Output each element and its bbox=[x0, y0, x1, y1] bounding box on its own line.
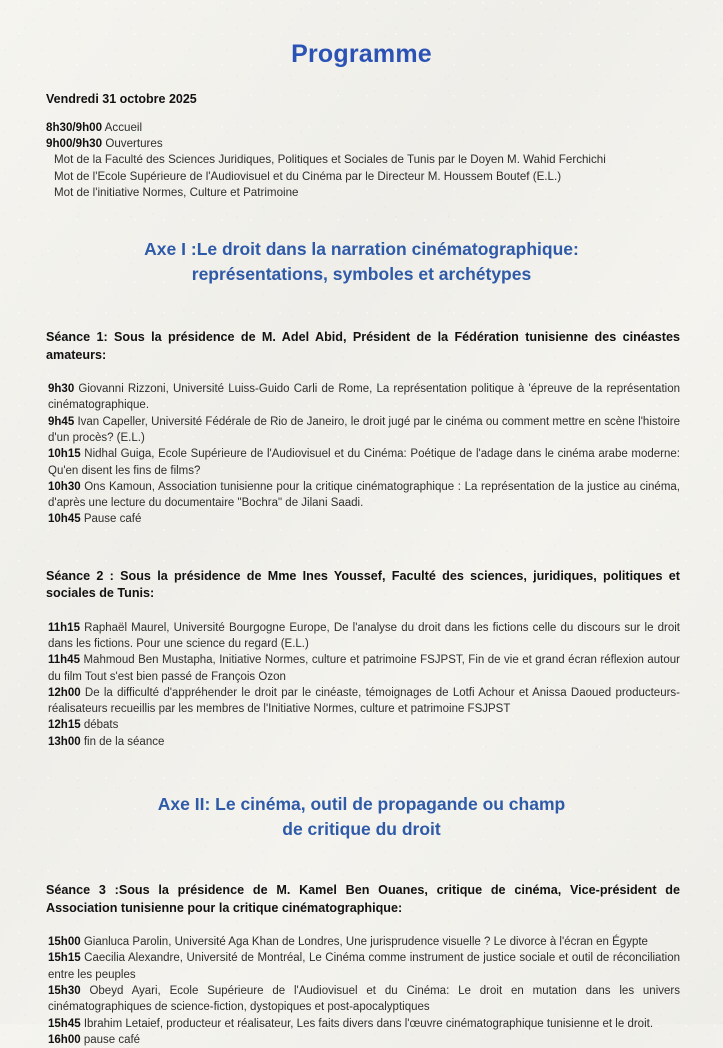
opening-session bbox=[40, 106, 683, 201]
entry-text: Nidhal Guiga, Ecole Supérieure de l'Audiovisuel et du Cinéma: Poétique de l'adage dans le cinéma arabe moderne: Qu'en disent les fins de films? bbox=[48, 448, 680, 477]
opening-item-label: Ouvertures bbox=[105, 137, 163, 151]
seance-1-entries bbox=[40, 364, 683, 528]
seance-1-heading: Séance 1: Sous la présidence de M. Adel Abid, Président de la Fédération tunisienne des cinéastes amateurs: bbox=[46, 330, 680, 362]
entry-time: 9h30 bbox=[48, 383, 75, 396]
axe-1-heading-line2: représentations, symboles et archétypes bbox=[191, 264, 532, 285]
entry-time: 15h30 bbox=[48, 984, 81, 997]
programme-entry bbox=[48, 381, 680, 414]
entry-text: Ibrahim Letaief, producteur et réalisateur, Les faits divers dans l'œuvre cinématographique tunisienne et le droit. bbox=[83, 1017, 654, 1030]
seance-2-entries bbox=[40, 603, 683, 750]
entry-text: Mahmoud Ben Mustapha, Initiative Normes, culture et patrimoine FSJPST, Fin de vie et grand écran réflexion autour du film Tout s'est bien passé de François Ozon bbox=[48, 654, 680, 683]
entry-time: 15h15 bbox=[48, 952, 81, 965]
entry-time: 12h00 bbox=[48, 686, 81, 699]
entry-text: Pause café bbox=[83, 513, 142, 526]
programme-entry bbox=[48, 414, 680, 447]
programme-entry bbox=[48, 652, 680, 685]
entry-text: Caecilia Alexandre, Université de Montréal, Le Cinéma comme instrument de justice sociale et outil de réconciliation entre les peuples bbox=[48, 952, 680, 981]
page-title: Programme bbox=[291, 40, 432, 68]
entry-text: Ons Kamoun, Association tunisienne pour la critique cinématographique : La représentation de la justice au cinéma, d'après une lecture du documentaire "Bochra" de Jilani Saadi. bbox=[48, 480, 680, 510]
axe-2-heading-line2: de critique du droit bbox=[282, 819, 441, 840]
entry-text: Raphaël Maurel, Université Bourgogne Europe, De l'analyse du droit dans les fictions celle du discours sur le droit dans les fictions. Pour une science du regard (E.L.) bbox=[48, 621, 680, 650]
opening-sub-item: Mot de la Faculté des Sciences Juridiques, Politiques et Sociales de Tunis par le Doyen M. Wahid Ferchichi bbox=[54, 153, 606, 167]
opening-sub-item: Mot de l'Ecole Supérieure de l'Audiovisuel et du Cinéma par le Directeur M. Houssem Boutef (E.L.) bbox=[54, 169, 562, 183]
entry-time: 13h00 bbox=[48, 735, 81, 748]
entry-time: 11h15 bbox=[48, 621, 80, 634]
opening-item bbox=[46, 120, 683, 136]
entry-text: débats bbox=[83, 719, 119, 732]
entry-time: 16h00 bbox=[48, 1033, 81, 1046]
programme-entry bbox=[48, 934, 680, 950]
entry-time: 10h15 bbox=[48, 448, 81, 461]
programme-entry bbox=[48, 1032, 680, 1048]
entry-text: fin de la séance bbox=[83, 735, 165, 748]
axe-2-heading-line1: Axe II: Le cinéma, outil de propagande ou champ bbox=[157, 794, 566, 815]
entry-time: 12h15 bbox=[48, 719, 81, 732]
programme-entry bbox=[48, 983, 680, 1016]
opening-sub-item: Mot de l'initiative Normes, Culture et Patrimoine bbox=[54, 185, 299, 199]
opening-item bbox=[46, 136, 683, 152]
programme-entry bbox=[48, 479, 680, 512]
entry-text: pause café bbox=[83, 1033, 141, 1046]
programme-entry bbox=[48, 511, 680, 527]
opening-item-label: Accueil bbox=[104, 121, 143, 134]
programme-entry bbox=[48, 620, 680, 653]
entry-text: Gianluca Parolin, Université Aga Khan de Londres, Une jurisprudence visuelle ? Le divorce à l'écran en Égypte bbox=[83, 936, 648, 949]
seance-3-heading: Séance 3 :Sous la présidence de M. Kamel Ben Ouanes, critique de cinéma, Vice-président de Association tunisienne pour la critique cinématographique: bbox=[46, 883, 680, 915]
programme-entry bbox=[48, 717, 680, 733]
entry-text: Obeyd Ayari, Ecole Supérieure de l'Audiovisuel et du Cinéma: Le droit en mutation dans les univers cinématographiques de science-fiction, dystopiques et post-apocalyptiques bbox=[48, 984, 680, 1014]
axe-1-heading bbox=[40, 201, 683, 287]
axe-1-heading-line1: Axe I :Le droit dans la narration cinématographique: bbox=[144, 239, 579, 260]
entry-time: 10h45 bbox=[48, 513, 81, 526]
entry-text: Giovanni Rizzoni, Université Luiss-Guido Carli de Rome, La représentation politique à 'épreuve de la représentation cinématographique. bbox=[48, 383, 680, 412]
entry-time: 15h00 bbox=[48, 936, 81, 949]
entry-time: 9h45 bbox=[48, 415, 75, 428]
entry-time: 10h30 bbox=[48, 480, 81, 493]
opening-item-time: 8h30/9h00 bbox=[46, 121, 103, 134]
opening-item-time: 9h00/9h30 bbox=[46, 137, 103, 151]
seance-3-entries bbox=[40, 917, 683, 1048]
entry-time: 11h45 bbox=[48, 654, 80, 667]
programme-entry bbox=[48, 734, 680, 750]
entry-time: 15h45 bbox=[48, 1017, 81, 1030]
entry-text: Ivan Capeller, Université Fédérale de Rio de Janeiro, le droit jugé par le cinéma ou comment mettre en scène l'histoire d'un procès? (E.L.) bbox=[48, 415, 681, 444]
seance-2-heading: Séance 2 : Sous la présidence de Mme Ines Youssef, Faculté des sciences, juridiques, politiques et sociales de Tunis: bbox=[46, 568, 680, 601]
programme-entry bbox=[48, 446, 680, 479]
event-date: Vendredi 31 octobre 2025 bbox=[46, 92, 197, 106]
programme-entry bbox=[48, 685, 680, 718]
programme-entry bbox=[48, 950, 680, 983]
axe-2-heading bbox=[40, 750, 683, 842]
entry-text: De la difficulté d'appréhender le droit par le cinéaste, témoignages de Lotfi Achour et Anissa Daoued producteurs-réalisateurs recueillis par les membres de l'Initiative Normes, culture et patrimoine FSJPST bbox=[48, 686, 681, 716]
